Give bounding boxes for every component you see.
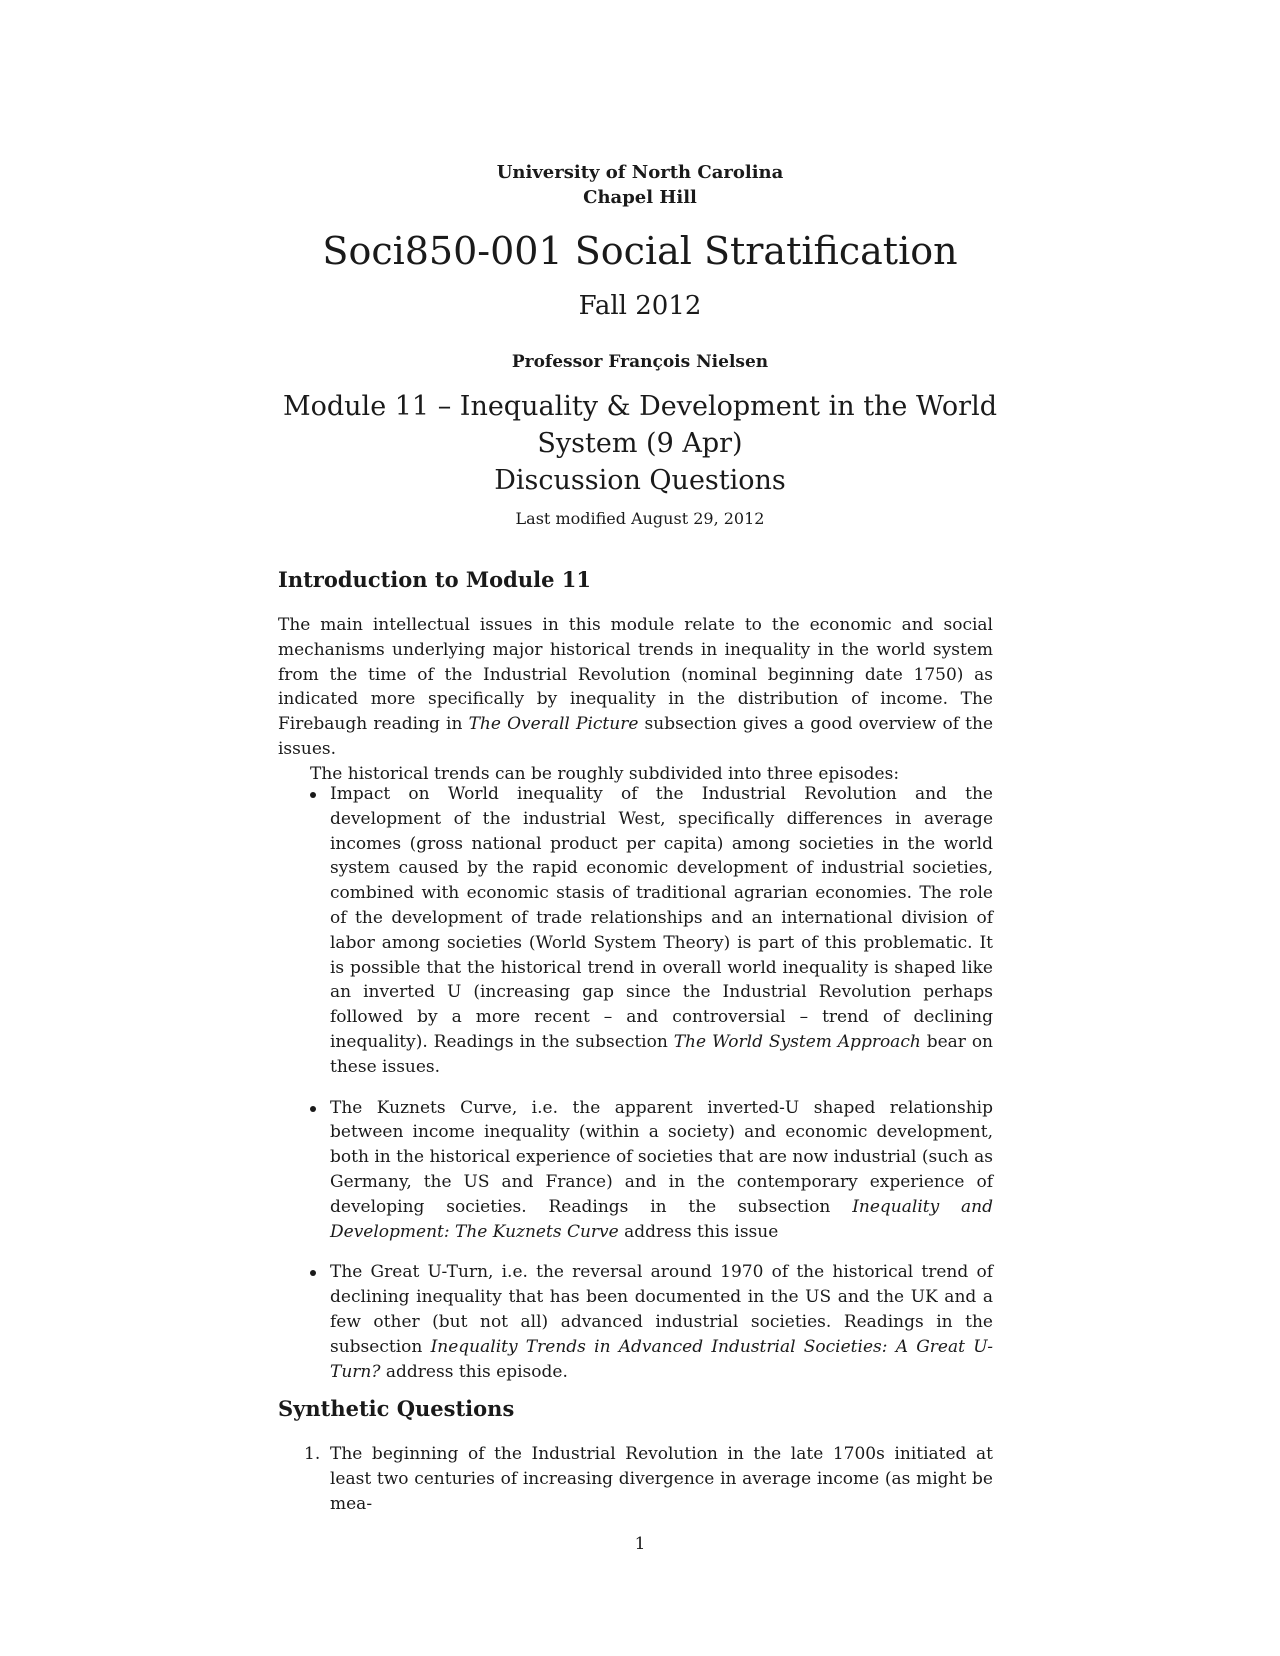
bullet-icon: [310, 792, 316, 798]
bullet-icon: [310, 1106, 316, 1112]
list-item-text-a: Impact on World inequality of the Industrial Revolution and the development of the industrial West, specifically differences in average incomes (gross national product per capita) among societies in the world system caused by the rapid economic development of industrial societies, combined with economic stasis of traditional agrarian economies. The role of the development of trade relationships and an international division of labor among societies (World System Theory) is part of this problematic. It is possible that the historical trend in overall world inequality is shaped like an inverted U (increasing gap since the Industrial Revolution perhaps followed by a more recent – and controversial – trend of declining inequality). Readings in the subsection: [330, 784, 993, 1052]
list-item-text-b: bear on these issues.: [330, 1031, 994, 1077]
page-number: 1: [634, 1534, 646, 1554]
synthetic-questions-heading: Synthetic Questions: [278, 1396, 515, 1421]
intro-paragraph: [278, 613, 993, 762]
list-item-text-a: The Kuznets Curve, i.e. the apparent inverted-U shaped relationship between income inequality (within a society) and economic development, both in the historical experience of societies that are now industrial (such as Germany, the US and France) and in the contemporary experience of developing societies. Readings in the subsection: [330, 1097, 993, 1217]
intro-paragraph-text-b: subsection gives a good overview of the issues.: [278, 714, 994, 759]
list-item-emphasis: The World System Approach: [673, 1031, 921, 1052]
question-item: [304, 1442, 993, 1516]
list-item-emphasis: Inequality Trends in Advanced Industrial Societies: A Great U-Turn?: [330, 1336, 993, 1382]
list-item: [310, 782, 993, 1080]
episode-list: [310, 782, 993, 1400]
question-text: The beginning of the Industrial Revolution in the late 1700s initiated at least two centuries of increasing divergence in average income (as might be mea-: [330, 1444, 993, 1514]
university-name: University of North Carolina: [496, 162, 784, 183]
intro-paragraph-text-a: The main intellectual issues in this module relate to the economic and social mechanisms underlying major historical trends in inequality in the world system from the time of the Industrial Revolution (nominal beginning date 1750) as indicated more specifically by inequality in the distribution of income. The Firebaugh reading in: [278, 615, 993, 735]
bullet-icon: [310, 1270, 316, 1276]
list-item-text-a: The Great U-Turn, i.e. the reversal around 1970 of the historical trend of declining inequality that has been documented in the US and the UK and a few other (but not all) advanced industrial societies. Readings in the subsection: [330, 1262, 993, 1357]
list-item-emphasis: Inequality and Development: The Kuznets Curve: [330, 1196, 993, 1242]
course-title: Soci850-001 Social Stratification: [322, 229, 958, 273]
synthetic-questions-list: [304, 1442, 993, 1516]
intro-paragraph-emphasis: The Overall Picture: [468, 714, 639, 735]
list-item-text-b: address this episode.: [380, 1361, 568, 1382]
intro-heading: Introduction to Module 11: [278, 567, 591, 592]
list-item-text-b: address this issue: [618, 1221, 779, 1242]
professor-name: Professor François Nielsen: [511, 352, 769, 372]
term: Fall 2012: [578, 291, 702, 321]
list-item: [310, 1096, 993, 1245]
module-title-line-2: System (9 Apr): [537, 428, 743, 459]
module-title-line-3: Discussion Questions: [494, 465, 786, 496]
intro-episodes-lead: The historical trends can be roughly subdivided into three episodes:: [310, 763, 900, 784]
university-campus: Chapel Hill: [583, 187, 697, 208]
intro-text: [278, 613, 993, 787]
last-modified: Last modified August 29, 2012: [515, 509, 765, 528]
list-item: [310, 1260, 993, 1384]
question-number: 1.: [304, 1444, 321, 1464]
module-title: [280, 388, 1000, 499]
module-title-line-1: Module 11 – Inequality & Development in the World: [282, 391, 997, 422]
university-block: [0, 160, 1280, 210]
